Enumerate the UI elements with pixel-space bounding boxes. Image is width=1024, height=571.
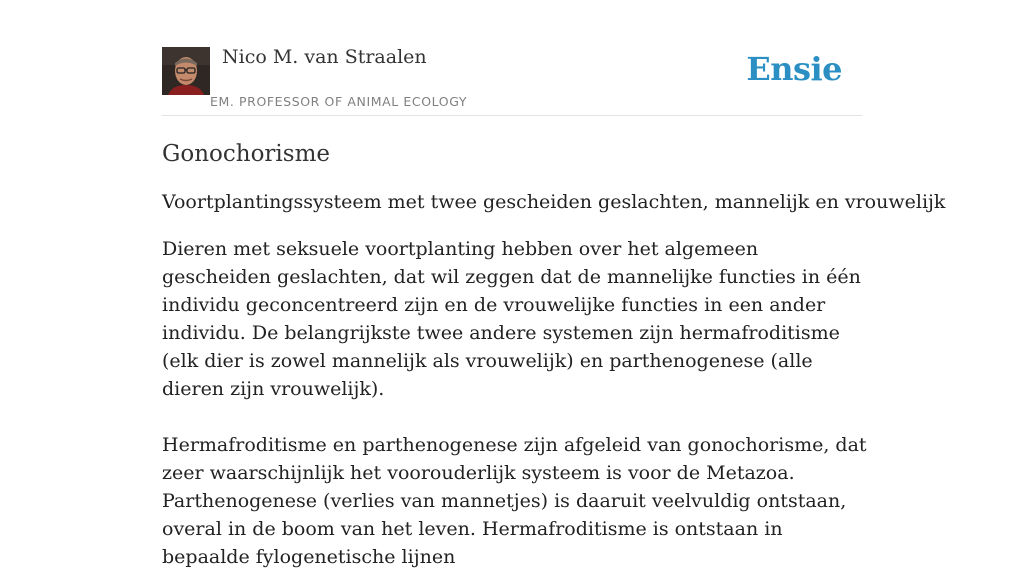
author-name[interactable]: Nico M. van Straalen: [222, 46, 427, 68]
author-photo: [162, 47, 210, 95]
article-content: [162, 138, 946, 571]
author-header: [162, 0, 862, 116]
article-paragraph-1: Dieren met seksuele voortplanting hebben over het algemeen gescheiden geslachten, dat wil zeggen dat de mannelijke functies in één individu geconcentreerd zijn en de vrouwelijke functies in een ander individu. De belangrijkste twee andere systemen zijn hermafroditisme (elk dier is zowel mannelijk als vrouwelijk) en parthenogenese (alle dieren zijn vrouwelijk).: [162, 238, 861, 400]
article-title: Gonochorisme: [162, 141, 330, 167]
article-paragraph-2: Hermafroditisme en parthenogenese zijn afgeleid van gonochorisme, dat zeer waarschijnlijk het voorouderlijk systeem is voor de Metazoa. Parthenogenese (verlies van mannetjes) is daaruit veelvuldig ontstaan, overal in de boom van het leven. Hermafroditisme is ontstaan in bepaalde fylogenetische lijnen: [162, 434, 867, 568]
author-avatar[interactable]: [162, 47, 210, 95]
ensie-logo[interactable]: Ensie: [746, 50, 842, 88]
article-subtitle: Voortplantingssysteem met twee gescheiden geslachten, mannelijk en vrouwelijk: [162, 191, 946, 213]
author-role: EM. PROFESSOR OF ANIMAL ECOLOGY: [210, 94, 468, 109]
